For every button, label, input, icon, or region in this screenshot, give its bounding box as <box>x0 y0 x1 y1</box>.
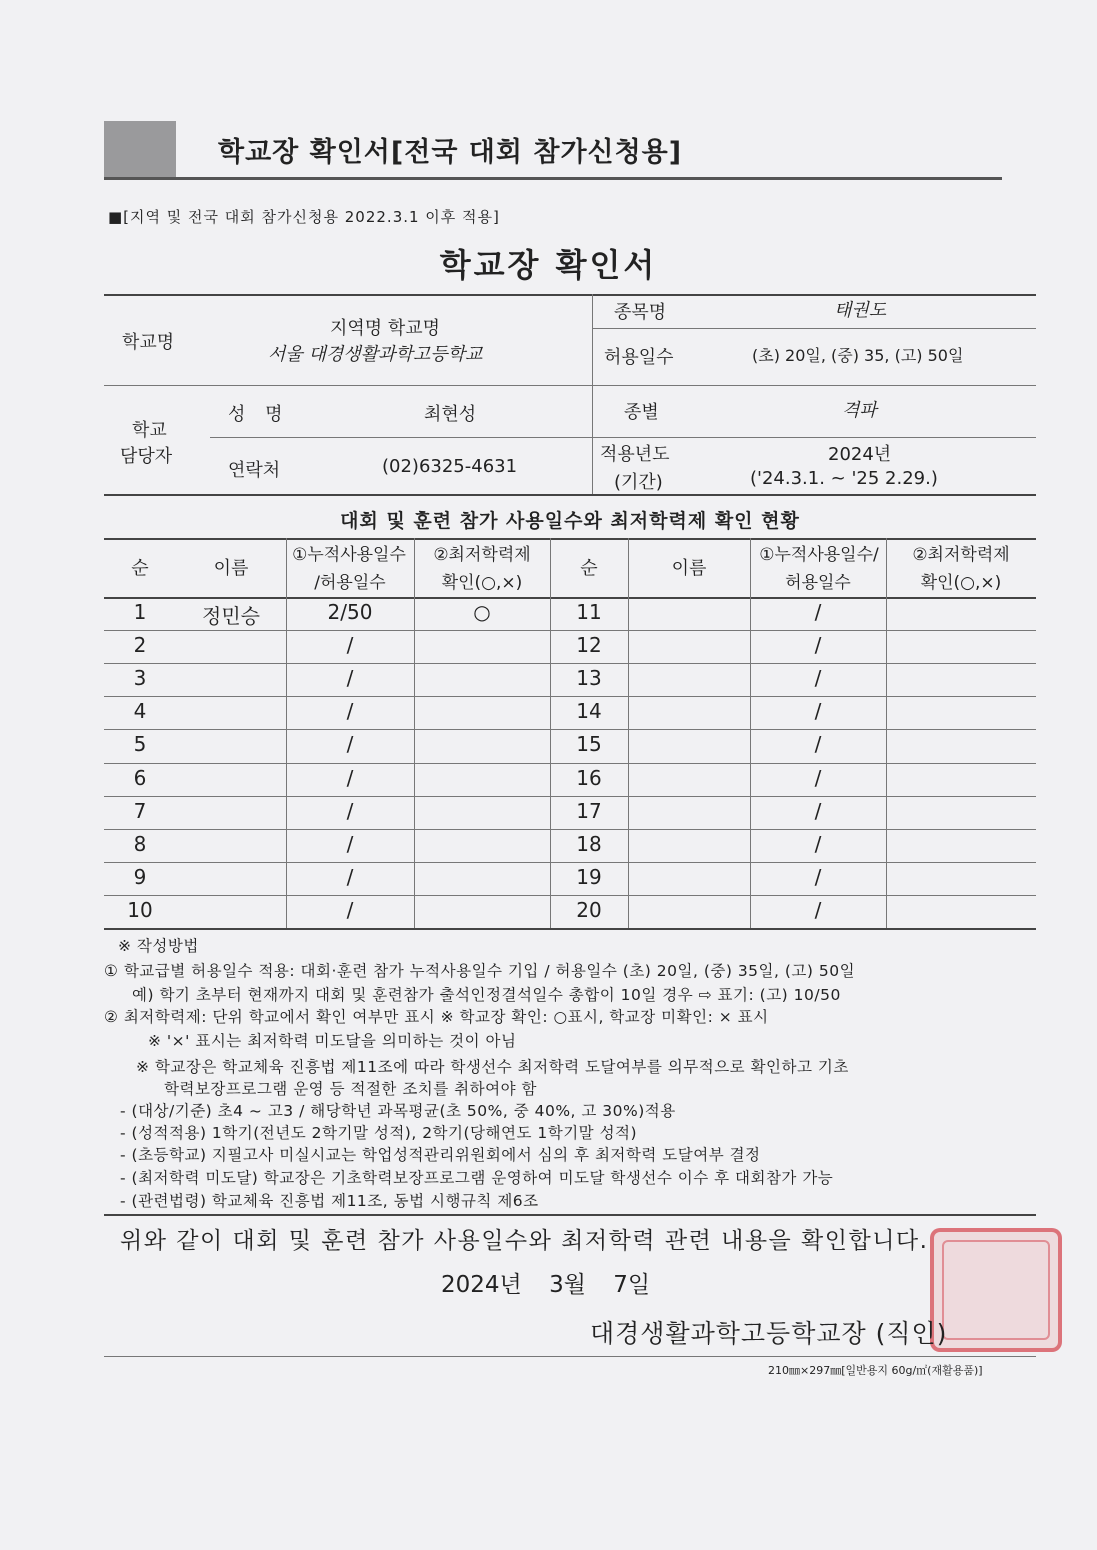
cell-no2: 11 <box>576 600 602 624</box>
row-divider <box>104 796 1036 797</box>
name-label: 성 명 <box>228 404 283 425</box>
issue-date <box>441 1266 650 1299</box>
contact-label-line2: 담당자 <box>120 446 173 467</box>
table-top-border <box>104 538 1036 540</box>
cell-no2: 16 <box>576 765 602 790</box>
cell-days2: / <box>814 699 822 724</box>
instruction-line: ② 최저학력제: 단위 학교에서 확인 여부만 표시 ※ 학교장 확인: ○표시, 학교장 미확인: × 표시 <box>104 1008 769 1026</box>
date-day: 7일 <box>613 1272 651 1298</box>
row-divider <box>104 763 1036 764</box>
cell-days2: / <box>814 633 822 658</box>
footer-rule <box>104 1356 1036 1357</box>
applicability-note: ■[지역 및 전국 대회 참가신청용 2022.3.1 이후 적용] <box>108 208 500 226</box>
header-no: 순 <box>131 558 149 579</box>
year-value: 2024년 <box>828 444 892 465</box>
cell-days: / <box>346 666 354 691</box>
instruction-heading: ※ 작성방법 <box>118 937 199 955</box>
cell-days2: / <box>814 666 822 691</box>
cell-days2: / <box>814 897 822 922</box>
cell-days: / <box>346 798 354 823</box>
header-name: 이름 <box>213 558 249 579</box>
event-value: 격파 <box>842 400 877 421</box>
info-bottom-border <box>104 494 1036 496</box>
cell-days: / <box>346 831 354 856</box>
header-days-right-line2: 허용일수 <box>785 573 851 593</box>
table-vertical-line <box>628 538 629 928</box>
instruction-line: 학력보장프로그램 운영 등 적절한 조치를 취하여야 함 <box>164 1080 537 1098</box>
days-value: (초) 20일, (중) 35, (고) 50일 <box>752 346 964 365</box>
cell-no: 8 <box>133 831 147 856</box>
cell-no2: 18 <box>576 831 602 856</box>
instructions-bottom-border <box>104 1214 1036 1216</box>
event-label: 종별 <box>624 402 659 423</box>
header-check-right-line1: ②최저학력제 <box>912 545 1010 565</box>
cell-check: ○ <box>473 600 491 624</box>
confirmation-text: 위와 같이 대회 및 훈련 참가 사용일수와 최저학력 관련 내용을 확인합니다. <box>120 1228 929 1254</box>
row-divider <box>104 696 1036 697</box>
contact-label-line1: 학교 <box>132 420 167 441</box>
cell-no2: 13 <box>576 666 602 691</box>
official-seal <box>930 1228 1062 1352</box>
cell-days: 2/50 <box>327 600 373 624</box>
row-divider <box>104 829 1036 830</box>
date-month: 3월 <box>549 1272 586 1298</box>
cell-no2: 15 <box>576 732 602 757</box>
school-value: 서울 대경생활과학고등학교 <box>268 344 483 365</box>
row-divider <box>104 862 1036 863</box>
main-title: 학교장 확인서 <box>439 246 658 284</box>
header-check-right-line2: 확인(○,×) <box>920 573 1002 593</box>
row-divider <box>104 663 1036 664</box>
header-bottom-border <box>104 597 1036 599</box>
header-days-line2: /허용일수 <box>314 573 386 593</box>
instruction-line: - (성적적용) 1학기(전년도 2학기말 성적), 2학기(당해연도 1학기말 성적) <box>120 1124 638 1142</box>
cell-days: / <box>346 699 354 724</box>
info-vertical-divider <box>592 294 593 494</box>
info-top-border <box>104 294 1036 296</box>
sport-label: 종목명 <box>614 302 667 323</box>
cell-days: / <box>346 732 354 757</box>
cell-days: / <box>346 897 354 922</box>
instruction-line: - (대상/기준) 초4 ~ 고3 / 해당학년 과목평균(초 50%, 중 40%, 고 30%)적용 <box>120 1102 676 1120</box>
header-rule <box>104 177 1002 180</box>
row-divider <box>104 630 1036 631</box>
instruction-line: - (초등학교) 지필고사 미실시교는 학업성적관리위원회에서 심의 후 최저학력 도달여부 결정 <box>120 1146 761 1164</box>
document-header-title: 학교장 확인서[전국 대회 참가신청용] <box>218 137 683 168</box>
name-value: 최현성 <box>424 404 477 425</box>
table-caption: 대회 및 훈련 참가 사용일수와 최저학력제 확인 현황 <box>340 510 800 532</box>
cell-no2: 20 <box>576 897 602 922</box>
cell-no: 1 <box>133 600 147 624</box>
cell-no: 4 <box>133 699 147 724</box>
row-divider <box>104 729 1036 730</box>
table-vertical-line <box>414 538 415 928</box>
header-days-right-line1: ①누적사용일수/ <box>759 545 879 565</box>
phone-label: 연락처 <box>228 460 281 481</box>
cell-days2: / <box>814 798 822 823</box>
seal-inner-border <box>942 1240 1050 1340</box>
cell-no2: 12 <box>576 633 602 658</box>
principal-signature: 대경생활과학고등학교장 (직인) <box>590 1319 948 1348</box>
cell-no: 9 <box>133 864 147 889</box>
cell-days2: / <box>814 600 822 624</box>
school-label: 학교명 <box>122 332 175 353</box>
cell-days2: / <box>814 864 822 889</box>
cell-days2: / <box>814 831 822 856</box>
cell-days2: / <box>814 765 822 790</box>
phone-value: (02)6325-4631 <box>382 456 518 477</box>
year-label-line2: (기간) <box>614 472 663 493</box>
instruction-line: - (최저학력 미도달) 학교장은 기초학력보장프로그램 운영하여 미도달 학생선수 이수 후 대회참가 가능 <box>120 1169 834 1187</box>
instruction-line: 예) 학기 초부터 현재까지 대회 및 훈련참가 출석인정결석일수 총합이 10일 경우 ⇨ 표기: (고) 10/50 <box>132 986 841 1004</box>
cell-days: / <box>346 765 354 790</box>
header-check-line1: ②최저학력제 <box>433 545 531 565</box>
cell-no2: 19 <box>576 864 602 889</box>
header-block <box>104 121 176 178</box>
region-school-label: 지역명 학교명 <box>330 318 441 339</box>
row-divider <box>104 895 1036 896</box>
cell-days: / <box>346 633 354 658</box>
cell-no: 10 <box>127 897 153 922</box>
instruction-line: ※ 학교장은 학교체육 진흥법 제11조에 따라 학생선수 최저학력 도달여부를 의무적으로 확인하고 기초 <box>136 1058 849 1076</box>
info-divider <box>210 437 1036 438</box>
instruction-line: ① 학교급별 허용일수 적용: 대회·훈련 참가 누적사용일수 기입 / 허용일수 (초) 20일, (중) 35일, (고) 50일 <box>104 962 856 980</box>
year-label-line1: 적용년도 <box>600 444 670 465</box>
header-check-line2: 확인(○,×) <box>441 573 523 593</box>
cell-days: / <box>346 864 354 889</box>
info-divider <box>104 385 1036 386</box>
cell-no2: 17 <box>576 798 602 823</box>
header-no-right: 순 <box>580 558 598 579</box>
cell-no2: 14 <box>576 699 602 724</box>
instruction-line: - (관련법령) 학교체육 진흥법 제11조, 동법 시행규칙 제6조 <box>120 1192 539 1210</box>
paper-spec: 210㎜×297㎜[일반용지 60g/㎡(재활용품)] <box>768 1364 983 1377</box>
cell-no: 2 <box>133 633 147 658</box>
period-value: ('24.3.1. ~ '25 2.29.) <box>750 468 938 489</box>
cell-no: 6 <box>133 765 147 790</box>
info-divider <box>592 328 1036 329</box>
header-name-right: 이름 <box>671 558 707 579</box>
days-label: 허용일수 <box>604 347 674 368</box>
header-days-line1: ①누적사용일수 <box>292 545 406 565</box>
table-vertical-line <box>886 538 887 928</box>
cell-days2: / <box>814 732 822 757</box>
cell-no: 3 <box>133 666 147 691</box>
instruction-line: ※ '×' 표시는 최저학력 미도달을 의미하는 것이 아님 <box>148 1032 517 1050</box>
cell-name: 정민승 <box>202 604 260 628</box>
date-year: 2024년 <box>441 1272 522 1298</box>
sport-value: 태권도 <box>834 300 887 321</box>
cell-no: 7 <box>133 798 147 823</box>
cell-no: 5 <box>133 732 147 757</box>
table-bottom-border <box>104 928 1036 930</box>
